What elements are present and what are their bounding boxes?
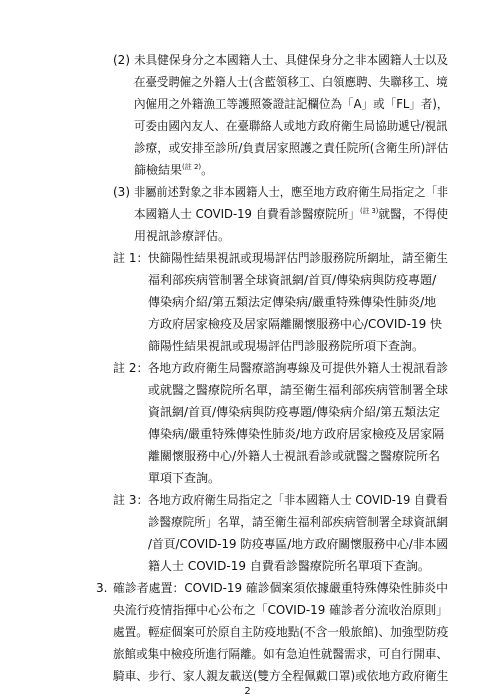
note-1-line-2: 福利部疾病管制署全球資訊網/首頁/傳染病與防疫專題/ [148,273,437,287]
note-1-line-1: 快篩陽性結果視訊或現場評估門診服務院所網址，請至衛生 [148,251,449,265]
footnote-ref-2: (註 2) [182,163,202,171]
note-3-line-3: /首頁/COVID-19 防疫專區/地方政府關懷服務中心/非本國 [148,537,449,551]
item-3-line-2-text: 本國籍人士 COVID-19 自費看診醫療院所」 [134,207,360,221]
item-2-line-6 [134,162,213,178]
section-3-line-5: 騎車、步行、家人親友載送(雙方全程佩戴口罩)或依地方政府衛生 [113,669,449,683]
note-1-line-5: 篩陽性結果視訊或現場評估門診服務院所項下查詢。 [148,339,425,353]
note-3-line-4: 籍人士 COVID-19 自費看診醫療院所名單項下查詢。 [148,559,430,573]
section-3-line-3: 處置。輕症個案可於原自主防疫地點(不含一般旅館)、加強型防疫 [113,625,449,639]
item-2-marker: (2) [113,53,130,67]
item-2-line-4: 可委由國內友人、在臺聯絡人或地方政府衛生局協助遞단/視訊 [134,119,448,133]
note-1-line-4: 方政府居家檢疫及居家隔離關懷服務中心/COVID-19 快 [148,317,443,331]
note-3-marker: 註 3： [113,493,149,507]
note-2-marker: 註 2： [113,361,149,375]
item-2-last-tail: 。 [201,163,214,177]
section-3-marker: 3. [96,581,108,595]
note-1-marker: 註 1： [113,251,149,265]
note-2-line-2: 或就醫之醫療院所名單，請至衛生福利部疾病管制署全球 [148,383,449,397]
item-2-line-1: 未具健保身分之本國籍人士、具健保身分之非本國籍人士以及 [134,53,449,67]
section-3-line-4: 旅館或集中檢疫所進行隔離。如有急迫性就醫需求，可自行開車、 [113,647,448,661]
section-3-line-1: 確診者處置：COVID-19 確診個案須依據嚴重特殊傳染性肺炎中 [113,581,449,595]
item-3-line-2 [134,206,448,222]
note-2-line-5: 離關懷服務中心/外籍人士視訊看診或就醫之醫療院所名 [148,449,441,463]
item-3-line-1: 非屬前述對象之非本國籍人士，應至地方政府衛生局指定之「非 [134,185,449,199]
item-2-line-2: 在臺受聘僱之外籍人士(含藍領移工、白領應聘、失聯移工、境 [134,75,448,89]
note-1-line-3: 傳染病介紹/第五類法定傳染病/嚴重特殊傳染性肺炎/地 [148,295,437,309]
note-2-line-6: 單項下查詢。 [148,471,221,485]
note-2-line-4: 傳染病/嚴重特殊傳染性肺炎/地方政府居家檢疫及居家隔 [148,427,445,441]
item-3-line-3: 用視訊診療評估。 [134,229,231,243]
item-3-marker: (3) [113,185,130,199]
note-2-line-3: 資訊網/首頁/傳染病與防疫專題/傳染病介紹/第五類法定 [148,405,441,419]
footnote-ref-3: (註 3) [359,207,379,215]
item-2-line-3: 內僱用之外籍漁工等護照簽證註記欄位為「A」或「FL」者)， [134,97,449,111]
note-2-line-1: 各地方政府衛生局醫療諮詢專線及可提供外籍人士視訊看診 [148,361,449,375]
item-2-last-text: 篩檢結果 [134,163,183,177]
item-3-line-2-tail: 就醫，不得使 [378,207,449,221]
page-number: 2 [244,686,251,697]
section-3-line-2: 央流行疫情指揮中心公布之「COVID-19 確診者分流收治原則」 [113,603,449,617]
note-3-line-1: 各地方政府衛生局指定之「非本國籍人士 COVID-19 自費看 [148,493,448,507]
item-2-line-5: 診療，或安排至診所/負責居家照護之責任院所(含衛生所)評估 [134,141,449,155]
note-3-line-2: 診醫療院所」名單，請至衛生福利部疾病管制署全球資訊網 [148,515,449,529]
